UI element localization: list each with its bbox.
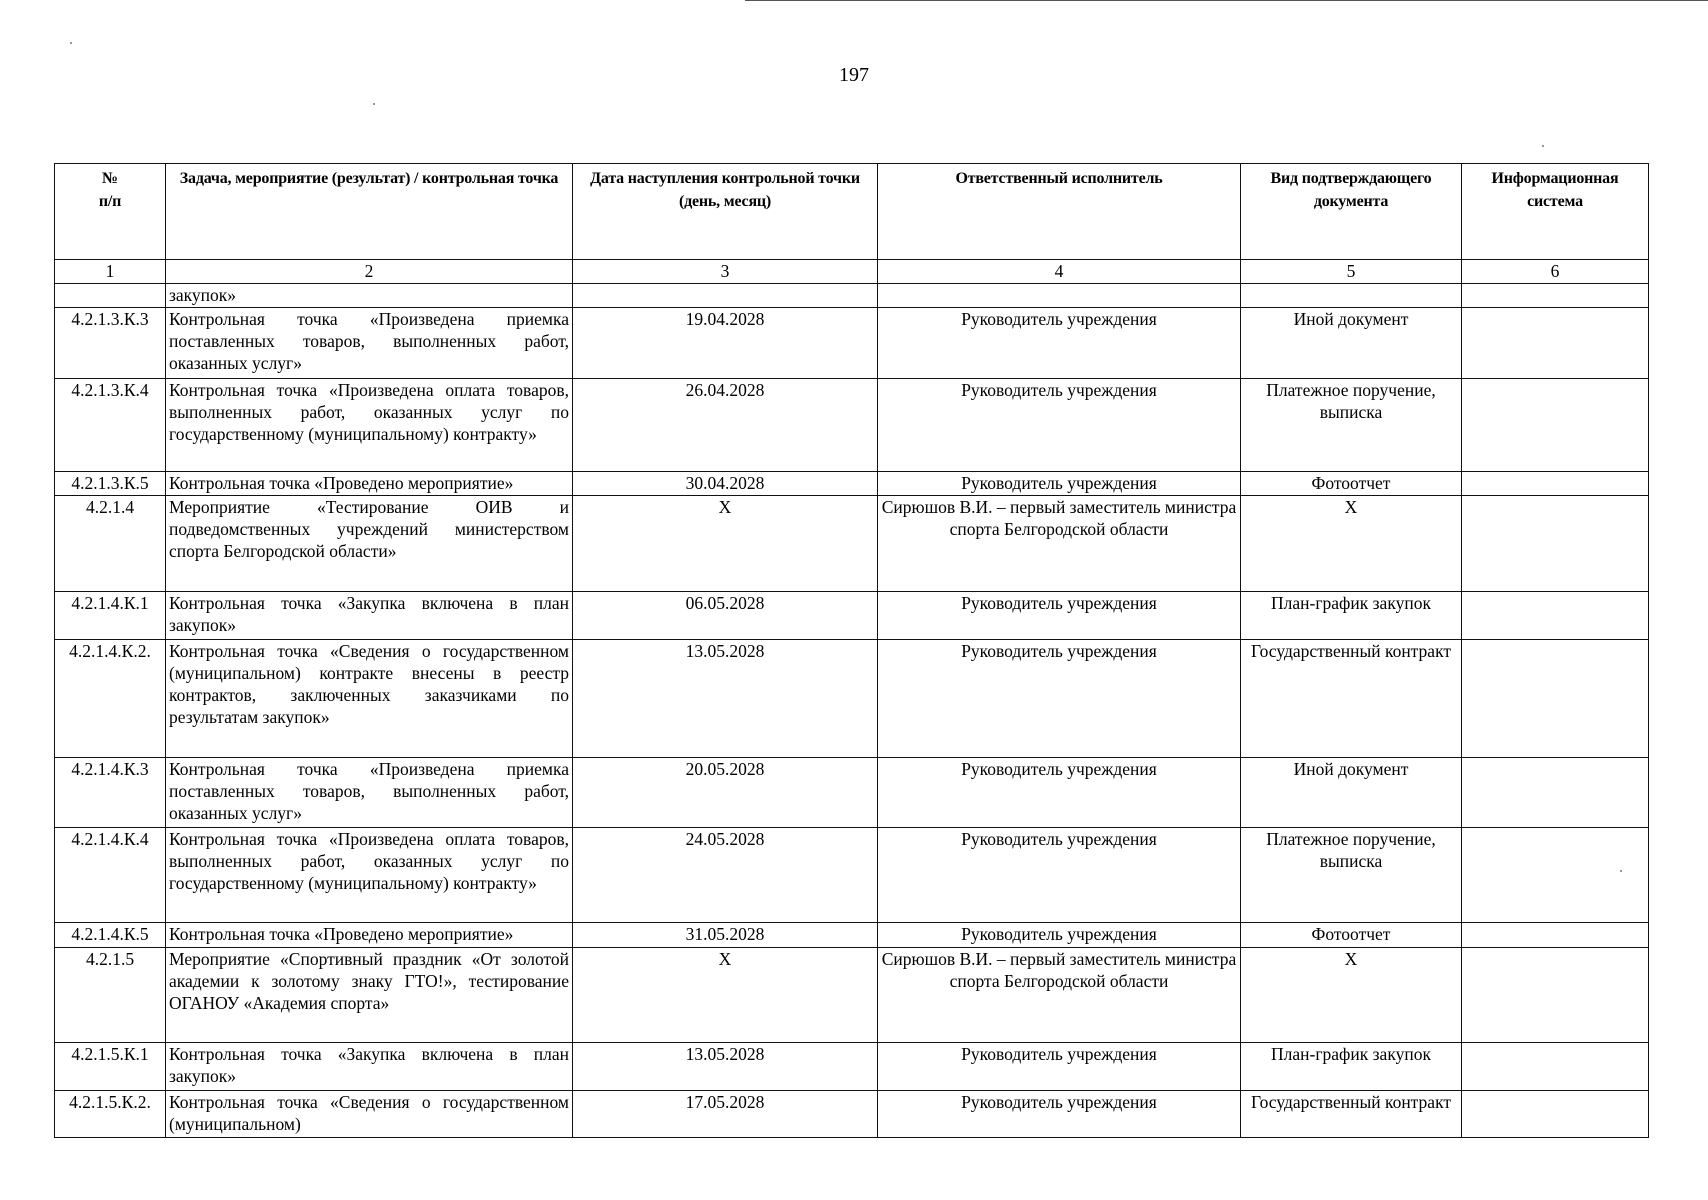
row-date: 13.05.2028	[573, 640, 878, 757]
row-number: 4.2.1.5	[55, 947, 166, 1042]
header-document: Вид подтверждающего документа	[1241, 164, 1462, 260]
row-executor: Руководитель учреждения	[878, 828, 1241, 923]
row-date: 06.05.2028	[573, 591, 878, 640]
header-executor: Ответственный исполнитель	[878, 164, 1241, 260]
row-task: Контрольная точка «Закупка включена в план закупок»	[166, 591, 573, 640]
table-row	[55, 496, 1649, 591]
header-number: № п/п	[55, 164, 166, 260]
table-row	[55, 379, 1649, 472]
row-task: Контрольная точка «Произведена приемка поставленных товаров, выполненных работ, оказанных услуг»	[166, 308, 573, 379]
row-number: 4.2.1.4	[55, 496, 166, 591]
row-date: 20.05.2028	[573, 757, 878, 828]
row-executor	[878, 284, 1241, 308]
row-task: Мероприятие «Спортивный праздник «От золотой академии к золотому знаку ГТО!», тестирование ОГАНОУ «Академия спорта»	[166, 947, 573, 1042]
column-number: 2	[166, 260, 573, 284]
row-system	[1462, 308, 1649, 379]
row-system	[1462, 496, 1649, 591]
row-document: Государственный контракт	[1241, 1091, 1462, 1138]
row-executor: Руководитель учреждения	[878, 1042, 1241, 1091]
row-executor: Руководитель учреждения	[878, 1091, 1241, 1138]
row-date: 24.05.2028	[573, 828, 878, 923]
row-date: 31.05.2028	[573, 923, 878, 947]
row-number: 4.2.1.5.К.2.	[55, 1091, 166, 1138]
row-executor: Руководитель учреждения	[878, 757, 1241, 828]
row-number: 4.2.1.4.К.4	[55, 828, 166, 923]
table-row	[55, 1042, 1649, 1091]
row-document: План-график закупок	[1241, 1042, 1462, 1091]
header-date: Дата наступления контрольной точки (день, месяц)	[573, 164, 878, 260]
row-task: Контрольная точка «Сведения о государственном (муниципальном)	[166, 1091, 573, 1138]
row-document: Платежное поручение, выписка	[1241, 828, 1462, 923]
row-date: Х	[573, 947, 878, 1042]
table-row	[55, 828, 1649, 923]
scan-speck	[70, 42, 72, 44]
row-number: 4.2.1.3.К.4	[55, 379, 166, 472]
row-document: Фотоотчет	[1241, 472, 1462, 496]
row-system	[1462, 947, 1649, 1042]
row-system	[1462, 923, 1649, 947]
control-points-table	[54, 163, 1649, 1138]
row-date: Х	[573, 496, 878, 591]
table-row	[55, 308, 1649, 379]
column-number-row	[55, 260, 1649, 284]
header-row	[55, 164, 1649, 260]
row-number: 4.2.1.3.К.3	[55, 308, 166, 379]
scan-speck	[1542, 145, 1544, 147]
row-number	[55, 284, 166, 308]
row-task: Мероприятие «Тестирование ОИВ и подведомственных учреждений министерством спорта Белгородской области»	[166, 496, 573, 591]
row-date	[573, 284, 878, 308]
column-number: 3	[573, 260, 878, 284]
header-task: Задача, мероприятие (результат) / контрольная точка	[166, 164, 573, 260]
row-system	[1462, 640, 1649, 757]
table-row	[55, 1091, 1649, 1138]
column-number: 1	[55, 260, 166, 284]
column-number: 5	[1241, 260, 1462, 284]
row-number: 4.2.1.3.К.5	[55, 472, 166, 496]
row-task: Контрольная точка «Произведена оплата товаров, выполненных работ, оказанных услуг по государственному (муниципальному) контракту»	[166, 828, 573, 923]
row-task: Контрольная точка «Сведения о государственном (муниципальном) контракте внесены в реестр контрактов, заключенных заказчиками по результатам закупок»	[166, 640, 573, 757]
row-document: Государственный контракт	[1241, 640, 1462, 757]
row-system	[1462, 472, 1649, 496]
row-document: Х	[1241, 496, 1462, 591]
row-system	[1462, 1091, 1649, 1138]
header-system: Информационная система	[1462, 164, 1649, 260]
row-system	[1462, 757, 1649, 828]
column-number: 6	[1462, 260, 1649, 284]
row-task: Контрольная точка «Проведено мероприятие»	[166, 923, 573, 947]
row-date: 26.04.2028	[573, 379, 878, 472]
row-document: Иной документ	[1241, 757, 1462, 828]
row-date: 30.04.2028	[573, 472, 878, 496]
row-number: 4.2.1.5.К.1	[55, 1042, 166, 1091]
table-row	[55, 640, 1649, 757]
table-row	[55, 757, 1649, 828]
row-document	[1241, 284, 1462, 308]
row-task: Контрольная точка «Проведено мероприятие»	[166, 472, 573, 496]
row-executor: Руководитель учреждения	[878, 379, 1241, 472]
row-executor: Руководитель учреждения	[878, 923, 1241, 947]
table-row	[55, 284, 1649, 308]
row-system	[1462, 284, 1649, 308]
row-system	[1462, 1042, 1649, 1091]
row-executor: Руководитель учреждения	[878, 591, 1241, 640]
row-executor: Сирюшов В.И. – первый заместитель министра спорта Белгородской области	[878, 496, 1241, 591]
row-system	[1462, 379, 1649, 472]
row-executor: Сирюшов В.И. – первый заместитель министра спорта Белгородской области	[878, 947, 1241, 1042]
row-task: Контрольная точка «Произведена приемка поставленных товаров, выполненных работ, оказанных услуг»	[166, 757, 573, 828]
row-executor: Руководитель учреждения	[878, 472, 1241, 496]
row-document: План-график закупок	[1241, 591, 1462, 640]
page-number: 197	[839, 64, 869, 86]
row-executor: Руководитель учреждения	[878, 308, 1241, 379]
row-document: Иной документ	[1241, 308, 1462, 379]
row-number: 4.2.1.4.К.3	[55, 757, 166, 828]
row-number: 4.2.1.4.К.1	[55, 591, 166, 640]
row-date: 13.05.2028	[573, 1042, 878, 1091]
row-document: Фотоотчет	[1241, 923, 1462, 947]
table-row	[55, 591, 1649, 640]
row-date: 19.04.2028	[573, 308, 878, 379]
column-number: 4	[878, 260, 1241, 284]
row-system	[1462, 591, 1649, 640]
row-task: Контрольная точка «Произведена оплата товаров, выполненных работ, оказанных услуг по государственному (муниципальному) контракту»	[166, 379, 573, 472]
scan-speck	[373, 103, 375, 105]
table-row	[55, 472, 1649, 496]
row-document: Х	[1241, 947, 1462, 1042]
row-number: 4.2.1.4.К.2.	[55, 640, 166, 757]
row-number: 4.2.1.4.К.5	[55, 923, 166, 947]
row-document: Платежное поручение, выписка	[1241, 379, 1462, 472]
row-executor: Руководитель учреждения	[878, 640, 1241, 757]
table-row	[55, 947, 1649, 1042]
row-task: Контрольная точка «Закупка включена в план закупок»	[166, 1042, 573, 1091]
row-task: закупок»	[166, 284, 573, 308]
row-date: 17.05.2028	[573, 1091, 878, 1138]
table-row	[55, 923, 1649, 947]
scan-top-edge-line	[745, 0, 1708, 1]
row-system	[1462, 828, 1649, 923]
